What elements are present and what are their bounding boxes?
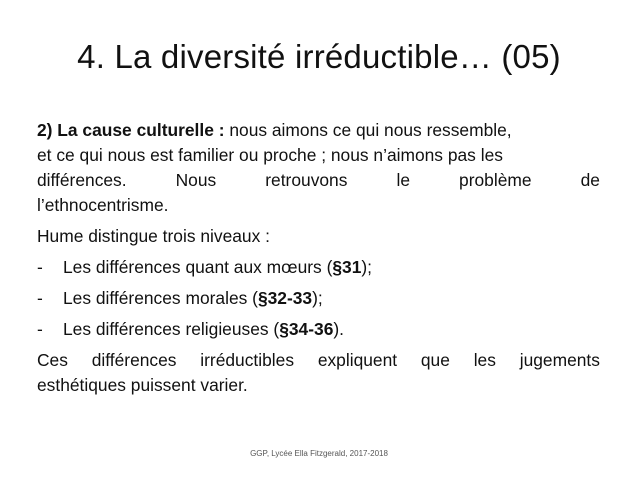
para1-line3-word: problème [459, 170, 532, 190]
list-item [37, 317, 600, 342]
para1-lead: 2) La cause culturelle : [37, 120, 225, 140]
bullet-label: Les différences quant aux mœurs ( [63, 257, 333, 277]
bullet-text [63, 255, 372, 280]
para1-line3-word: retrouvons [265, 170, 348, 190]
para1-line3-word: de [580, 170, 600, 190]
para1-line3-word: Nous [175, 170, 217, 190]
para3-line1-word: différences [91, 350, 177, 370]
para3-line1-word: jugements [519, 350, 600, 370]
list-item [37, 255, 600, 280]
bullet-text [63, 286, 323, 311]
bullet-dash: - [37, 319, 43, 339]
list-item [37, 286, 600, 311]
paragraph-cultural-cause [37, 118, 600, 218]
para3-line1-word: les [473, 350, 496, 370]
bullet-dash: - [37, 288, 43, 308]
para1-line1-rest: nous aimons ce qui nous ressemble, [224, 120, 512, 140]
para1-line3-word: différences. [37, 170, 127, 190]
section-reference: §34-36 [279, 319, 334, 339]
para3-line1-word: expliquent [317, 350, 398, 370]
para1-line3 [37, 168, 600, 193]
para3-line1-word: Ces [37, 350, 68, 370]
bullet-end: ); [312, 288, 323, 308]
para3-line2: esthétiques puissent varier. [37, 375, 248, 395]
paragraph-three-levels: Hume distingue trois niveaux : [37, 226, 270, 246]
para1-line1 [37, 118, 600, 143]
section-reference: §31 [332, 257, 362, 277]
para3-line1-word: que [420, 350, 450, 370]
para1-line3-word: le [396, 170, 411, 190]
slide-body [37, 118, 600, 404]
slide-footer: GGP, Lycée Ella Fitzgerald, 2017-2018 [250, 449, 388, 458]
bullet-text [63, 317, 344, 342]
para1-line4: l’ethnocentrisme. [37, 195, 169, 215]
paragraph-conclusion [37, 348, 600, 398]
section-reference: §32-33 [257, 288, 313, 308]
bullet-label: Les différences morales ( [63, 288, 258, 308]
bullet-end: ); [361, 257, 372, 277]
bullet-end: ). [333, 319, 344, 339]
para1-line2: et ce qui nous est familier ou proche ; nous n’aimons pas les [37, 145, 503, 165]
para3-line1 [37, 348, 600, 373]
para3-line1-word: irréductibles [200, 350, 295, 370]
bullet-label: Les différences religieuses ( [63, 319, 280, 339]
bullet-dash: - [37, 257, 43, 277]
slide-title: 4. La diversité irréductible… (05) [77, 38, 561, 75]
